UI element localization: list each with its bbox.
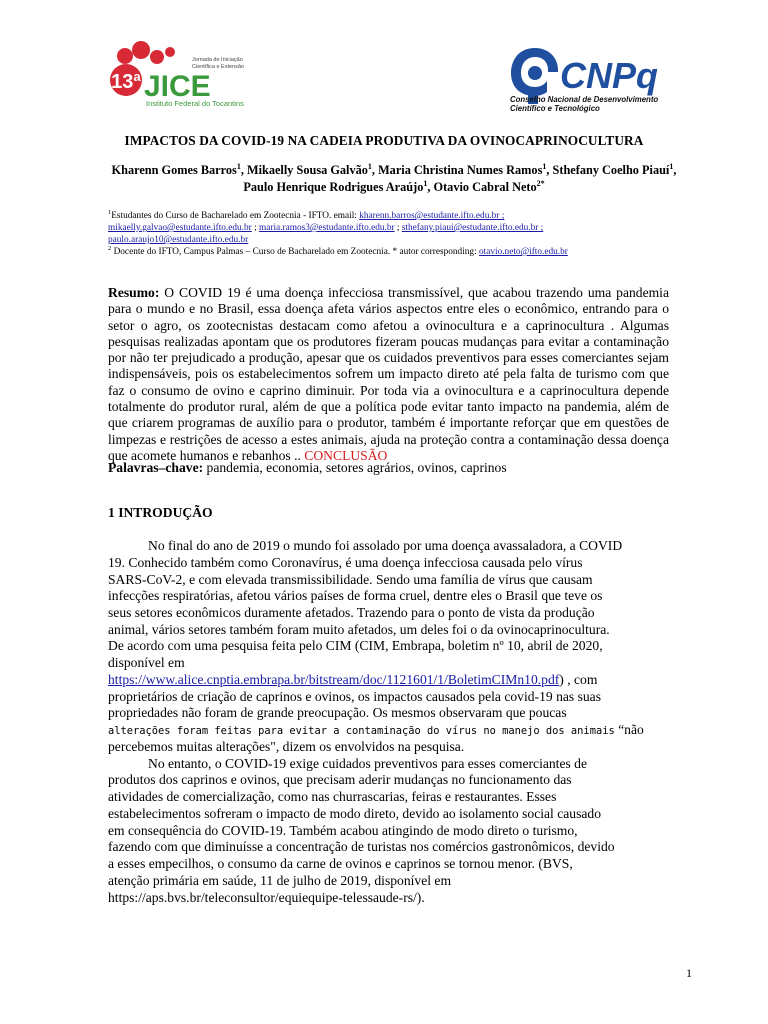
body-line: SARS-CoV-2, e com elevada transmissibilidade. Sendo uma família de vírus que causam: [108, 572, 593, 587]
body-text: ) , com: [559, 672, 598, 687]
email-separator: ;: [394, 223, 402, 233]
cnpq-logo: [508, 44, 678, 114]
author-sup: 1: [236, 161, 241, 171]
body-line: atenção primária em saúde, 11 de julho de 2019, disponível em: [108, 873, 452, 888]
keywords-text: pandemia, economia, setores agrários, ovinos, caprinos: [203, 460, 507, 475]
author-name: Maria Christina Numes Ramos: [378, 163, 543, 177]
body-line: propriedades não foram de grande preocupação. Os mesmos observaram que poucas: [108, 705, 567, 720]
author-separator: ,: [427, 180, 434, 194]
jice-institution: Instituto Federal do Tocantins: [146, 99, 244, 108]
body-line: percebemos muitas alterações", dizem os envolvidos na pesquisa.: [108, 739, 465, 754]
email-link[interactable]: sthefany.piaui@estudante.ifto.edu.br ;: [401, 223, 544, 233]
jice-dot-4: [165, 47, 175, 57]
author-sup: 1: [423, 178, 428, 188]
author-name: Otavio Cabral Neto: [433, 180, 537, 194]
jice-dot-3: [150, 50, 164, 64]
page-number: 1: [686, 966, 692, 980]
email-link[interactable]: mikaelly.galvao@estudante.ifto.edu.br: [108, 223, 252, 233]
cnpq-subtitle-2: Científico e Tecnológico: [510, 104, 600, 113]
cnpq-wordmark: CNPq: [560, 55, 658, 96]
author-name: Sthefany Coelho Piauí: [552, 163, 670, 177]
author-name: Kharenn Gomes Barros: [111, 163, 237, 177]
jice-dot-2: [132, 41, 150, 59]
affiliation-sup: 2: [108, 244, 112, 252]
email-link[interactable]: kharenn.barros@estudante.ifto.edu.br ;: [359, 211, 505, 221]
jice-tagline-2: Científica e Extensão: [192, 64, 244, 70]
affiliation-line-4: [108, 244, 568, 258]
body-line: infecções respiratórias, afetou vários países de forma cruel, dentre eles o Brasil que teve os: [108, 588, 603, 603]
author-list: [108, 162, 680, 196]
author-name: Paulo Henrique Rodrigues Araújo: [243, 180, 424, 194]
jice-dot-1: [117, 48, 133, 64]
keywords: [108, 460, 507, 476]
body-line: No entanto, o COVID-19 exige cuidados preventivos para esses comerciantes de: [148, 756, 588, 771]
jice-wordmark: JICE: [144, 70, 211, 103]
author-sup: 1: [542, 161, 547, 171]
body-line: proprietários de criação de caprinos e ovinos, os impactos causados pela covid-19 nas suas: [108, 689, 601, 704]
body-text-mono: alterações foram feitas para evitar a contaminação do vírus no manejo dos animais: [108, 725, 615, 737]
affiliation-line-1: [108, 208, 505, 222]
body-line: disponível em: [108, 655, 185, 670]
affiliation-line-3: [108, 235, 248, 246]
cnpq-subtitle-1: Conselho Nacional de Desenvolvimento: [510, 95, 659, 104]
jice-badge-text: 13ª: [111, 71, 141, 93]
conclusion-tag: CONCLUSÃO: [304, 447, 388, 463]
author-separator: ,: [673, 163, 677, 177]
email-link[interactable]: maria.ramos3@estudante.ifto.edu.br: [259, 223, 395, 233]
author-separator: ,: [371, 163, 379, 177]
body-line: fazendo com que diminuísse a concentração de turistas nos comércios gastronômicos, devido: [108, 839, 615, 854]
abstract: [108, 285, 669, 464]
body-line: estabelecimentos sofreram o impacto de modo direto, devido ao isolamento social causado: [108, 806, 601, 821]
body-line: animal, vários setores também foram muito afetados, um deles foi o da ovinocaprinocultura.: [108, 622, 610, 637]
affiliation-line-2: [108, 223, 543, 234]
body-line: No final do ano de 2019 o mundo foi assolado por uma doença avassaladora, a COVID: [148, 538, 623, 553]
jice-logo: [106, 38, 256, 108]
body-text: “não: [614, 722, 644, 737]
abstract-label: Resumo:: [108, 285, 160, 300]
embrapa-link[interactable]: https://www.alice.cnptia.embrapa.br/bitstream/doc/1121601/1/BoletimCIMn10.pdf: [108, 672, 560, 687]
author-sup: 1: [367, 161, 372, 171]
author-sup: 2*: [536, 178, 545, 188]
body-line: a esses empecilhos, o consumo da carne de ovinos e caprinos se tornou menor. (BVS,: [108, 856, 573, 871]
email-link[interactable]: paulo.araujo10@estudante.ifto.edu.br: [108, 235, 249, 245]
abstract-text: O COVID 19 é uma doença infecciosa transmissível, que acabou trazendo uma pandemia para o mundo e no Brasil, essa doença afeta vários aspectos entre eles o econômico, entrando para o setor o agro, os zootecnistas destacam como afetou a ovinocultura e a caprinocultura . Algumas pesquisas realizadas apontam que os produtores fizeram poucas mudanças para evitar a contaminação por não ter prejudicado a produção, apesar que os cuidados preventivos para esses comerciantes sejam indispensáveis, pois os estabelecimentos sofrem um impacto direto até pela falta de turismo com que faz o consumo de ovino e caprino diminuir. Por toda via a ovinocultura e a caprinocultura depende totalmente do produtor rural, além de que a política pode evitar tanto impacto na pandemia, além de que criarem programas de auxílio para o produtor, também é importante reforçar que em questões de limpezas e restrições de acesso a estes animais, ajuda na proteção contra a contaminação dessa doença que acomete humanos e rebanhos ..: [108, 285, 669, 463]
jice-tagline-1: Jornada de Iniciação: [192, 57, 243, 63]
author-name: Mikaelly Sousa Galvão: [246, 163, 368, 177]
body-line: https://aps.bvs.br/teleconsultor/equiequipe-telessaude-rs/).: [108, 890, 425, 905]
body-line: em consequência do COVID-19. Também acabou atingindo de modo direto o turismo,: [108, 823, 578, 838]
affiliation-text: Docente do IFTO, Campus Palmas – Curso de Bacharelado em Zootecnia. * autor corresponding:: [111, 247, 479, 257]
author-sup: 1: [669, 161, 674, 171]
body-line-link: [108, 671, 597, 688]
body-line: produtos dos caprinos e ovinos, que precisam aderir mudanças no funcionamento das: [108, 772, 572, 787]
body-line: seus setores econômicos duramente afetados. Trazendo para o ponto de vista da produção: [108, 605, 595, 620]
email-link[interactable]: otavio.neto@ifto.edu.br: [479, 247, 568, 257]
affiliation-text: Estudantes do Curso de Bacharelado em Zootecnia - IFTO. email:: [111, 211, 360, 221]
section-heading: 1 INTRODUÇÃO: [108, 505, 213, 520]
body-line: 19. Conhecido também como Coronavírus, é uma doença infecciosa causada pelo vírus: [108, 555, 583, 570]
author-separator: ,: [546, 163, 553, 177]
body-line: De acordo com uma pesquisa feita pelo CIM (CIM, Embrapa, boletim nº 10, abril de 2020,: [108, 638, 603, 653]
email-separator: ;: [251, 223, 259, 233]
paper-title: IMPACTOS DA COVID-19 NA CADEIA PRODUTIVA DA OVINOCAPRINOCULTURA: [124, 133, 644, 148]
author-separator: ,: [240, 163, 247, 177]
keywords-label: Palavras–chave:: [108, 460, 204, 475]
affiliation-sup: 1: [108, 208, 112, 216]
body-line: atividades de comercialização, como nas churrascarias, feiras e restaurantes. Esses: [108, 789, 557, 804]
